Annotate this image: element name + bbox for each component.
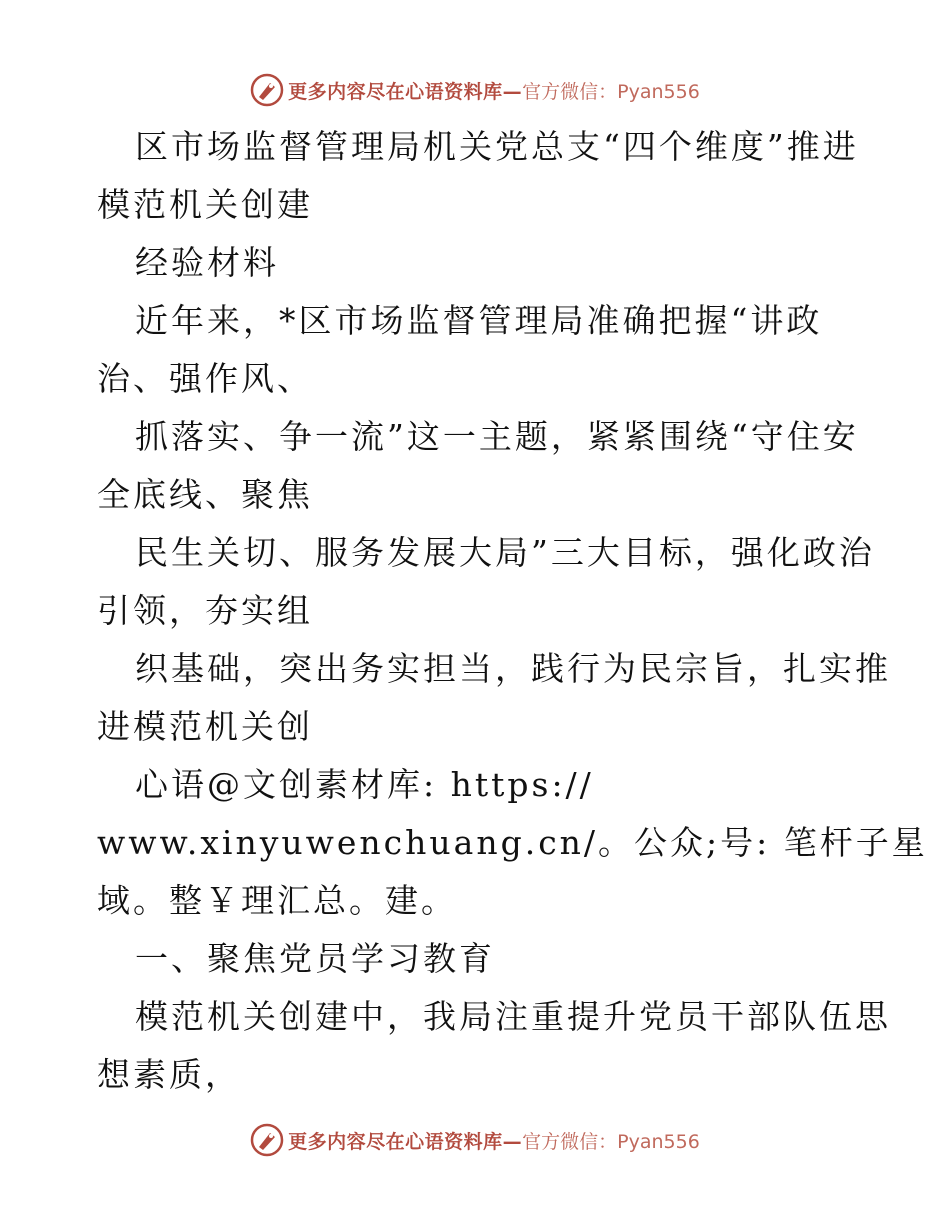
banner-wechat: 官方微信：Pyan556 bbox=[522, 1130, 700, 1153]
text-line: 模范机关创建 bbox=[97, 185, 313, 224]
text-line: 想素质， bbox=[97, 1055, 241, 1094]
text-line: 进模范机关创 bbox=[97, 707, 313, 746]
text-line: 引领，夯实组 bbox=[97, 591, 313, 630]
text-line: 近年来，*区市场监督管理局准确把握“讲政 bbox=[135, 301, 823, 340]
banner-text: 更多内容尽在心语资料库— bbox=[288, 80, 523, 103]
text-line: 织基础，突出务实担当，践行为民宗旨，扎实推 bbox=[135, 649, 891, 688]
pen-nib-icon bbox=[250, 73, 284, 107]
text-line: 民生关切、服务发展大局”三大目标，强化政治 bbox=[135, 533, 875, 572]
text-line: 抓落实、争一流”这一主题，紧紧围绕“守住安 bbox=[135, 417, 859, 456]
text-line: 区市场监督管理局机关党总支“四个维度”推进 bbox=[135, 127, 859, 166]
banner-wechat: 官方微信：Pyan556 bbox=[522, 80, 700, 103]
text-line: 域。整￥理汇总。建。 bbox=[97, 881, 457, 920]
pen-nib-icon bbox=[250, 1123, 284, 1157]
footer-watermark-banner bbox=[0, 1120, 950, 1160]
header-watermark-banner bbox=[0, 70, 950, 110]
banner-text: 更多内容尽在心语资料库— bbox=[288, 1130, 523, 1153]
text-line: 一、聚焦党员学习教育 bbox=[135, 939, 495, 978]
document-body bbox=[97, 118, 928, 1104]
text-line: 模范机关创建中，我局注重提升党员干部队伍思 bbox=[135, 997, 891, 1036]
text-line: 心语@文创素材库: https:// bbox=[135, 765, 594, 804]
text-line: 经验材料 bbox=[135, 243, 279, 282]
text-line: www.xinyuwenchuang.cn/。公众;号: 笔杆子星 bbox=[97, 823, 928, 862]
text-line: 治、强作风、 bbox=[97, 359, 313, 398]
text-line: 全底线、聚焦 bbox=[97, 475, 313, 514]
